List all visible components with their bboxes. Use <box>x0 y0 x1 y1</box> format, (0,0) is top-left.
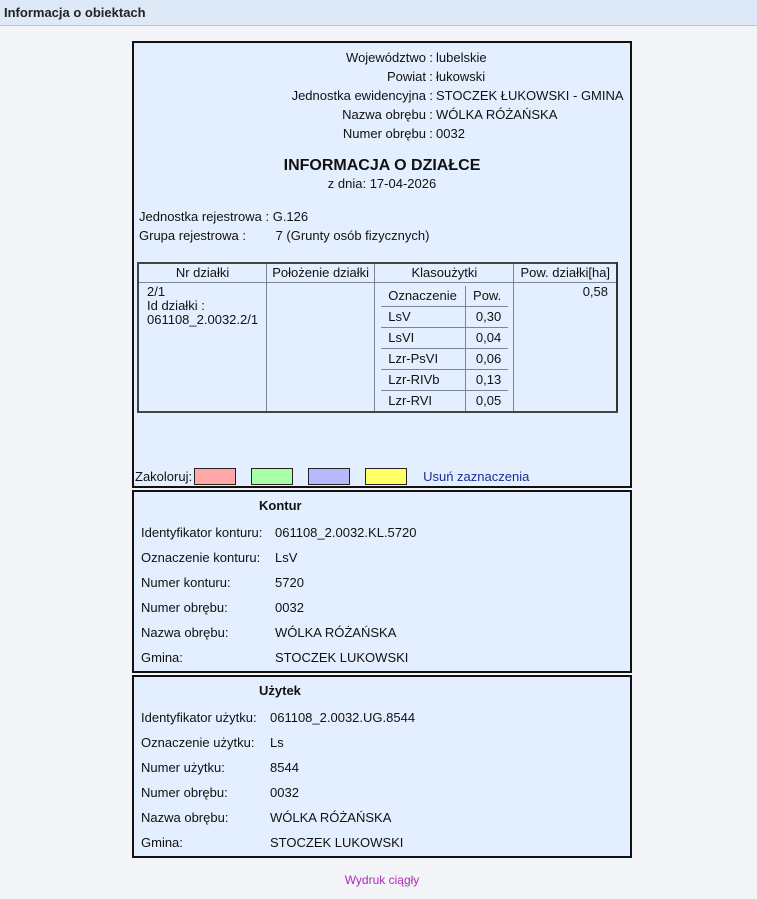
field-label: Gmina: <box>141 650 183 665</box>
parcel-number-cell <box>138 283 267 413</box>
col-header-parcel-area: Pow. działki[ha] <box>514 263 617 283</box>
land-class-code: Lzr-RVI <box>388 393 433 408</box>
county-value: łukowski <box>436 69 486 84</box>
parcel-table-header <box>138 263 617 283</box>
voivodeship-row: Województwo : lubelskie <box>134 48 630 67</box>
parcel-location-cell <box>267 283 375 413</box>
registry-unit-label: Jednostka ewidencyjna <box>291 88 426 103</box>
field-label: Numer użytku: <box>141 760 225 775</box>
contour-details <box>141 520 416 670</box>
land-use-number-row <box>141 755 415 780</box>
precinct-number-value: 0032 <box>436 126 465 141</box>
registry-group-label: Grupa rejestrowa : <box>139 228 246 243</box>
precinct-name-label: Nazwa obrębu <box>342 107 426 122</box>
field-label: Numer konturu: <box>141 575 231 590</box>
voivodeship-label: Województwo <box>346 50 426 65</box>
land-class-area: 0,04 <box>466 328 509 349</box>
contour-precinct-name-row <box>141 620 416 645</box>
field-value: Ls <box>270 735 284 750</box>
color-swatch-green[interactable] <box>251 468 293 485</box>
contour-info-panel <box>132 490 632 673</box>
land-classes-table <box>381 286 508 411</box>
registry-group-row <box>139 226 429 245</box>
field-value: 0032 <box>275 600 304 615</box>
precinct-name-value: WÓLKA RÓŻAŃSKA <box>436 107 558 122</box>
field-value: LsV <box>275 550 298 565</box>
contour-precinct-number-row <box>141 595 416 620</box>
precinct-number-label: Numer obrębu <box>342 126 426 141</box>
field-value: 061108_2.0032.UG.8544 <box>270 710 416 725</box>
registry-unit-info-value: G.126 <box>272 209 309 224</box>
contour-number-row <box>141 570 416 595</box>
report-date: z dnia: 17-04-2026 <box>327 176 437 191</box>
color-swatch-red[interactable] <box>194 468 236 485</box>
land-class-row <box>381 370 508 391</box>
col-header-parcel-number: Nr działki <box>138 263 267 283</box>
registry-info <box>139 207 429 245</box>
land-class-row <box>381 307 508 328</box>
contour-code-row <box>141 545 416 570</box>
parcel-area-cell: 0,58 <box>514 283 617 413</box>
field-label: Numer obrębu: <box>141 785 228 800</box>
land-classes-header <box>381 286 508 307</box>
land-class-code: Lzr-PsVI <box>381 349 465 370</box>
registry-group-value: 7 (Grunty osób fizycznych) <box>275 228 430 243</box>
land-class-area-header: Pow. <box>466 286 509 307</box>
contour-id-row <box>141 520 416 545</box>
land-class-area: 0,05 <box>466 391 509 412</box>
field-label: Identyfikator użytku: <box>141 710 257 725</box>
parcel-id-value: 061108_2.0032.2/1 <box>147 312 259 327</box>
registry-unit-info-row <box>139 207 429 226</box>
land-use-code-row <box>141 730 415 755</box>
colorize-label: Zakoloruj: <box>135 468 193 484</box>
precinct-number-row: Numer obrębu : 0032 <box>134 124 630 143</box>
continuous-print-link[interactable]: Wydruk ciągły <box>344 873 420 887</box>
land-use-commune-row <box>141 830 415 855</box>
col-header-land-classes: Klasoużytki <box>375 263 514 283</box>
land-class-row <box>381 328 508 349</box>
field-value: 5720 <box>275 575 304 590</box>
parcel-title-block <box>134 156 630 192</box>
window-title-bar <box>0 0 757 26</box>
land-class-area: 0,13 <box>466 370 509 391</box>
field-label: Numer obrębu: <box>141 600 228 615</box>
field-label: Oznaczenie konturu: <box>141 550 261 565</box>
land-classes-cell <box>375 283 514 413</box>
colorize-toolbar <box>135 466 529 486</box>
field-value: 061108_2.0032.KL.5720 <box>275 525 417 540</box>
registry-unit-value: STOCZEK ŁUKOWSKI - GMINA <box>436 88 624 103</box>
col-header-parcel-location: Położenie działki <box>267 263 375 283</box>
field-label: Oznaczenie użytku: <box>141 735 255 750</box>
county-label: Powiat <box>386 69 426 84</box>
land-class-code: LsVI <box>381 328 465 349</box>
precinct-name-row: Nazwa obrębu : WÓLKA RÓŻAŃSKA <box>134 105 630 124</box>
field-label: Nazwa obrębu: <box>141 625 229 640</box>
county-row: Powiat : łukowski <box>134 67 630 86</box>
field-value: WÓLKA RÓŻAŃSKA <box>275 625 397 640</box>
clear-selection-link[interactable]: Usuń zaznaczenia <box>423 468 530 484</box>
registry-unit-info-label: Jednostka rejestrowa : <box>139 209 270 224</box>
land-class-row <box>381 391 508 412</box>
registry-unit-row: Jednostka ewidencyjna : STOCZEK ŁUKOWSKI - GMINA <box>134 86 630 105</box>
color-swatch-yellow[interactable] <box>365 468 407 485</box>
land-class-code: LsV <box>381 307 465 328</box>
contour-commune-row <box>141 645 416 670</box>
field-value: STOCZEK LUKOWSKI <box>275 650 409 665</box>
field-value: 0032 <box>270 785 299 800</box>
page-title: INFORMACJA O DZIAŁCE <box>283 157 481 174</box>
land-class-area: 0,30 <box>466 307 509 328</box>
land-use-id-row <box>141 705 415 730</box>
parcel-number: 2/1 <box>147 284 166 299</box>
field-value: STOCZEK LUKOWSKI <box>270 835 404 850</box>
voivodeship-value: lubelskie <box>436 50 487 65</box>
land-use-details <box>141 705 415 855</box>
field-value: 8544 <box>270 760 299 775</box>
parcel-table <box>137 262 618 413</box>
table-row <box>138 283 617 413</box>
land-use-precinct-number-row <box>141 780 415 805</box>
land-use-section-title: Użytek <box>259 683 301 698</box>
land-class-code: Lzr-RIVb <box>381 370 465 391</box>
color-swatch-blue[interactable] <box>308 468 350 485</box>
parcel-location-header <box>134 48 630 143</box>
contour-section-title: Kontur <box>259 498 302 513</box>
field-value: WÓLKA RÓŻAŃSKA <box>270 810 392 825</box>
parcel-id-label: Id działki : <box>147 298 205 313</box>
field-label: Identyfikator konturu: <box>141 525 263 540</box>
land-use-precinct-name-row <box>141 805 415 830</box>
land-class-area: 0,06 <box>466 349 509 370</box>
land-class-row <box>381 349 508 370</box>
field-label: Nazwa obrębu: <box>141 810 229 825</box>
field-label: Gmina: <box>141 835 183 850</box>
parcel-info-panel <box>132 41 632 488</box>
land-use-info-panel <box>132 675 632 858</box>
land-class-code-header: Oznaczenie <box>381 286 465 307</box>
window-title: Informacja o obiektach <box>4 5 146 20</box>
